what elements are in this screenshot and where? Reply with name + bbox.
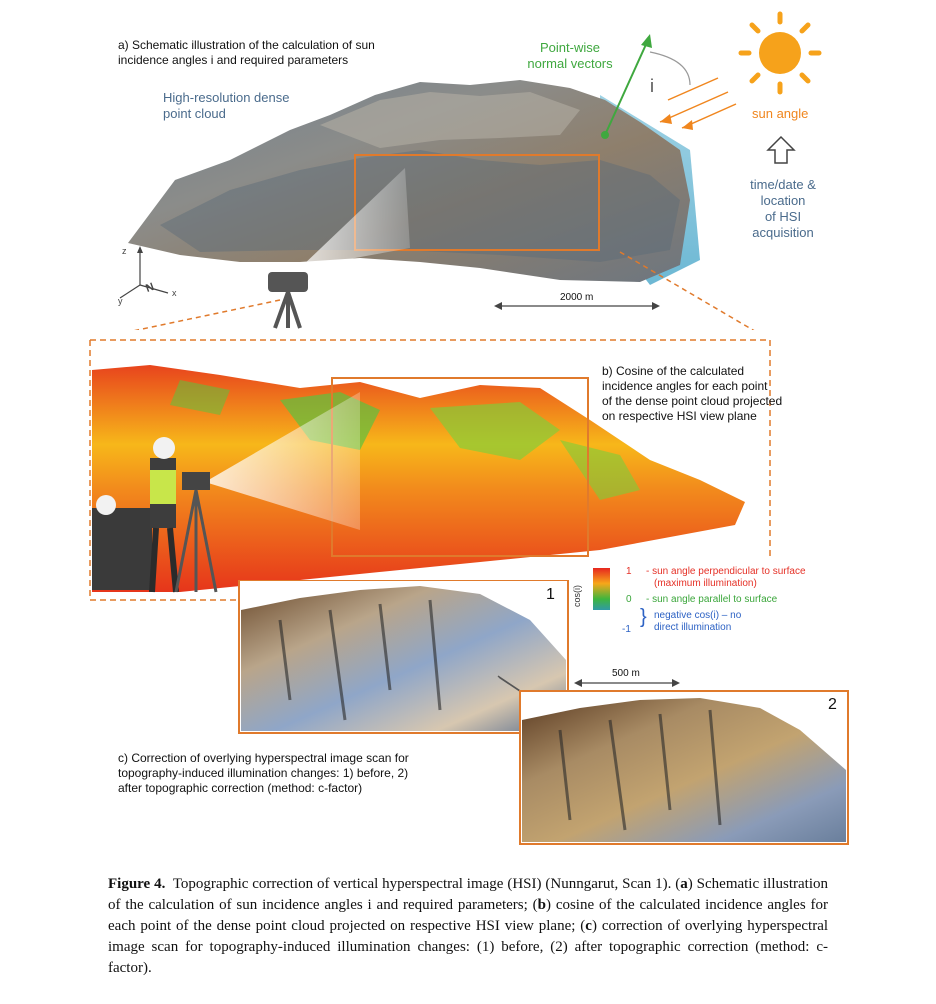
legend-entry-1a: - sun angle perpendicular to surface [646, 566, 806, 577]
incidence-angle-symbol: i [650, 76, 654, 96]
panel-c-line1: c) Correction of overlying hyperspectral image scan for [118, 751, 409, 765]
legend-entry-0: - sun angle parallel to surface [646, 594, 778, 605]
acquisition-line2: location [760, 193, 806, 208]
panel-b-line2: incidence angles for each point [602, 379, 768, 393]
panel-b-line3: of the dense point cloud projected [602, 394, 783, 408]
legend-axis-label: cos(i) [572, 585, 582, 607]
axis-x-label: x [172, 288, 177, 298]
acquisition-line4: acquisition [752, 225, 814, 240]
axes-icon [120, 246, 168, 298]
caption-a-text: Schematic illustration of the calculation of sun incidence angles i and required parameters; [108, 876, 828, 913]
caption-b-text: cosine of the calculated incidence angles for each point of the dense point cloud projected on respective HSI view plane; [108, 897, 828, 934]
point-cloud-label [163, 90, 289, 122]
panel-c-line2: topography-induced illumination changes: 1) before, 2) [118, 766, 409, 780]
caption-a-key: a [680, 876, 688, 892]
legend-tick-neg1: -1 [622, 624, 631, 635]
caption-b-key: b [537, 897, 546, 913]
normal-vectors-line2: normal vectors [527, 56, 613, 71]
panel-a-title-line2: incidence angles i and required parameters [118, 53, 349, 67]
legend-entry-neg-a: negative cos(i) – no [654, 610, 742, 621]
up-arrow-icon [768, 137, 794, 163]
caption-label: Figure 4. [108, 876, 166, 892]
panel-b-title [602, 364, 862, 424]
point-cloud-label-line2: point cloud [163, 106, 226, 121]
legend-tick-1: 1 [626, 566, 632, 577]
panel-b-line4: on respective HSI view plane [602, 409, 757, 423]
legend-entry-1b: (maximum illumination) [654, 578, 757, 589]
acquisition-line1: time/date & [750, 177, 816, 192]
sun-icon [741, 14, 819, 92]
incidence-angle-arc [650, 52, 690, 85]
scale-label-a: 2000 m [560, 292, 594, 303]
sun-angle-label: sun angle [752, 106, 809, 121]
inset-1-number: 1 [546, 586, 555, 603]
panel-a-title [118, 38, 448, 68]
panel-c [0, 580, 936, 860]
figure-caption: Figure 4. Topographic correction of vertical hyperspectral image (HSI) (Nunngarut, Scan 1). (a) Schematic illustration of the calculation of sun incidence angles i and required parameters; (b) cosine of the calculated incidence angles for each point of the dense point cloud projected on respective HSI view plane; (c) correction of overlying hyperspectral image scan for topography-induced illumination changes: (1) before, (2) after topographic correction (method: c-factor). [108, 876, 829, 976]
panel-a-title-line1: a) Schematic illustration of the calculation of sun [118, 38, 375, 52]
caption-c-text: correction of overlying hyperspectral image scan for topography-induced illumination changes: (1) before, (2) after topographic correction (method: c-factor). [108, 918, 829, 976]
legend-brace: } [640, 606, 647, 628]
axis-y-label: y [118, 296, 123, 306]
caption-intro: Topographic correction of vertical hyperspectral image (HSI) (Nunngarut, Scan 1). [172, 876, 672, 892]
caption-c-key: c [585, 918, 592, 934]
legend-entry-neg-b: direct illumination [654, 622, 732, 633]
scale-label-c: 500 m [612, 668, 640, 679]
panel-a [0, 0, 936, 330]
hyperspectral-insets [0, 580, 936, 860]
axis-z-label: z [122, 246, 127, 256]
inset-2-number: 2 [828, 696, 837, 713]
normal-vectors-label [510, 40, 630, 72]
point-cloud-label-line1: High-resolution dense [163, 90, 290, 105]
acquisition-line3: of HSI [764, 209, 802, 224]
north-label: N [144, 281, 156, 295]
panel-c-title [118, 751, 478, 796]
panel-c-line3: after topographic correction (method: c-factor) [118, 781, 363, 795]
legend-tick-0: 0 [626, 594, 632, 605]
panel-b-line1: b) Cosine of the calculated [602, 364, 745, 378]
normal-vectors-line1: Point-wise [540, 40, 600, 55]
tripod-scanner-icon [268, 272, 308, 328]
acquisition-label [728, 177, 838, 241]
